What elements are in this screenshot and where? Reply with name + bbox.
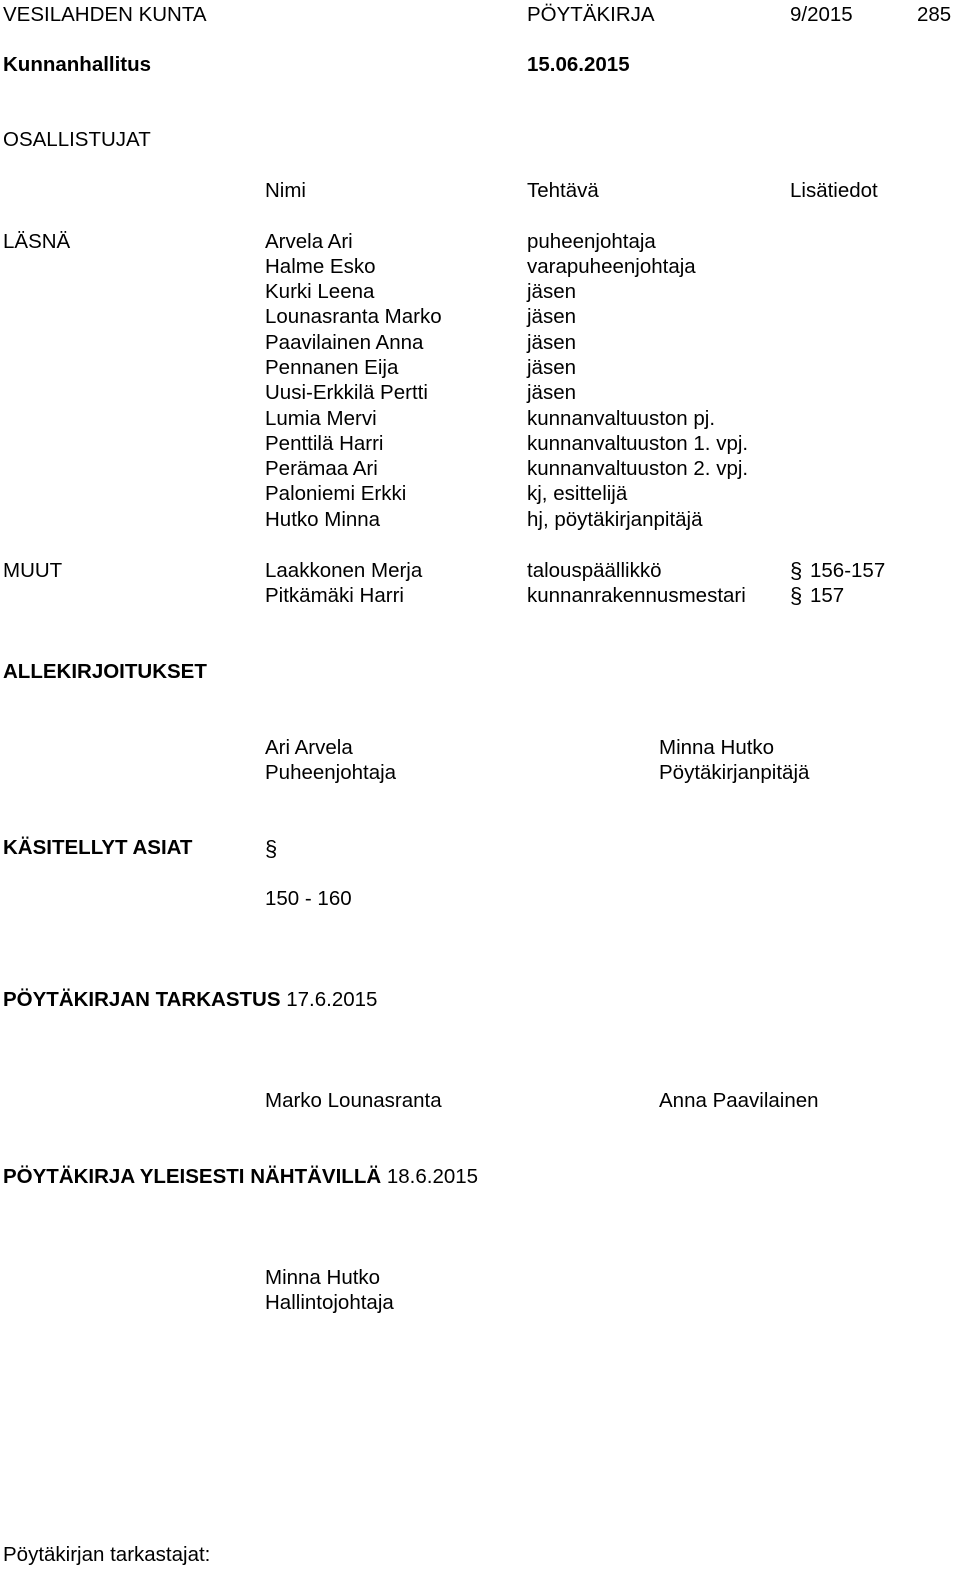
participant-role: jäsen bbox=[527, 280, 577, 303]
participant-role: kunnanvaltuuston 2. vpj. bbox=[527, 457, 749, 480]
participant-role: jäsen bbox=[527, 356, 577, 379]
section-symbol: § bbox=[790, 583, 803, 608]
column-header-role: Tehtävä bbox=[527, 179, 599, 202]
review-date: 17.6.2015 bbox=[286, 988, 378, 1011]
participant-role: talouspäällikkö bbox=[527, 559, 662, 582]
participant-info: 157 bbox=[810, 584, 845, 607]
review-title: PÖYTÄKIRJAN TARKASTUS bbox=[3, 988, 281, 1011]
participant-name: Paloniemi Erkki bbox=[265, 482, 407, 505]
reviewer-name: Anna Paavilainen bbox=[659, 1089, 819, 1112]
review-heading bbox=[3, 990, 377, 1011]
column-header-info: Lisätiedot bbox=[790, 179, 878, 202]
participant-role: jäsen bbox=[527, 381, 577, 404]
participant-role: kunnanvaltuuston 1. vpj. bbox=[527, 432, 749, 455]
meeting-body: Kunnanhallitus bbox=[3, 53, 152, 76]
document-type: PÖYTÄKIRJA bbox=[527, 3, 655, 26]
public-signer-name: Minna Hutko bbox=[265, 1266, 381, 1289]
participant-role: hj, pöytäkirjanpitäjä bbox=[527, 508, 703, 531]
participant-name: Laakkonen Merja bbox=[265, 559, 423, 582]
participant-role: kj, esittelijä bbox=[527, 482, 628, 505]
reviewers-footer-label: Pöytäkirjan tarkastajat: bbox=[3, 1543, 211, 1566]
participant-role: puheenjohtaja bbox=[527, 230, 656, 253]
municipality-name: VESILAHDEN KUNTA bbox=[3, 3, 207, 26]
public-date: 18.6.2015 bbox=[386, 1165, 479, 1188]
participant-role: jäsen bbox=[527, 331, 577, 354]
participant-name: Pennanen Eija bbox=[265, 356, 399, 379]
signatures-heading: ALLEKIRJOITUKSET bbox=[3, 660, 207, 683]
participant-name: Lounasranta Marko bbox=[265, 305, 442, 328]
matters-heading: KÄSITELLYT ASIAT bbox=[3, 836, 193, 859]
public-title: PÖYTÄKIRJA YLEISESTI NÄHTÄVILLÄ bbox=[3, 1165, 382, 1188]
present-label: LÄSNÄ bbox=[3, 230, 71, 253]
section-symbol: § bbox=[265, 836, 278, 861]
secretary-name: Minna Hutko bbox=[659, 736, 775, 759]
chair-name: Ari Arvela bbox=[265, 736, 353, 759]
public-heading bbox=[3, 1167, 478, 1188]
chair-title: Puheenjohtaja bbox=[265, 761, 397, 784]
participant-info: 156-157 bbox=[810, 559, 886, 582]
participant-role: kunnanvaltuuston pj. bbox=[527, 407, 716, 430]
participant-name: Hutko Minna bbox=[265, 508, 381, 531]
page-number: 285 bbox=[917, 3, 952, 26]
meeting-date: 15.06.2015 bbox=[527, 53, 630, 76]
participant-name: Arvela Ari bbox=[265, 230, 353, 253]
reviewer-name: Marko Lounasranta bbox=[265, 1089, 442, 1112]
participant-name: Penttilä Harri bbox=[265, 432, 384, 455]
participant-role: kunnanrakennusmestari bbox=[527, 584, 746, 607]
public-signer-title: Hallintojohtaja bbox=[265, 1291, 394, 1314]
participant-name: Uusi-Erkkilä Pertti bbox=[265, 381, 428, 404]
participant-role: varapuheenjohtaja bbox=[527, 255, 696, 278]
participant-name: Kurki Leena bbox=[265, 280, 375, 303]
participant-name: Lumia Mervi bbox=[265, 407, 377, 430]
column-header-name: Nimi bbox=[265, 179, 306, 202]
document-number: 9/2015 bbox=[790, 3, 853, 26]
secretary-title: Pöytäkirjanpitäjä bbox=[659, 761, 810, 784]
participant-name: Perämaa Ari bbox=[265, 457, 378, 480]
participant-name: Halme Esko bbox=[265, 255, 376, 278]
others-label: MUUT bbox=[3, 559, 63, 582]
participant-name: Paavilainen Anna bbox=[265, 331, 424, 354]
participants-heading: OSALLISTUJAT bbox=[3, 128, 151, 151]
participant-role: jäsen bbox=[527, 305, 577, 328]
participant-name: Pitkämäki Harri bbox=[265, 584, 404, 607]
matters-range: 150 - 160 bbox=[265, 887, 352, 910]
section-symbol: § bbox=[790, 558, 803, 583]
